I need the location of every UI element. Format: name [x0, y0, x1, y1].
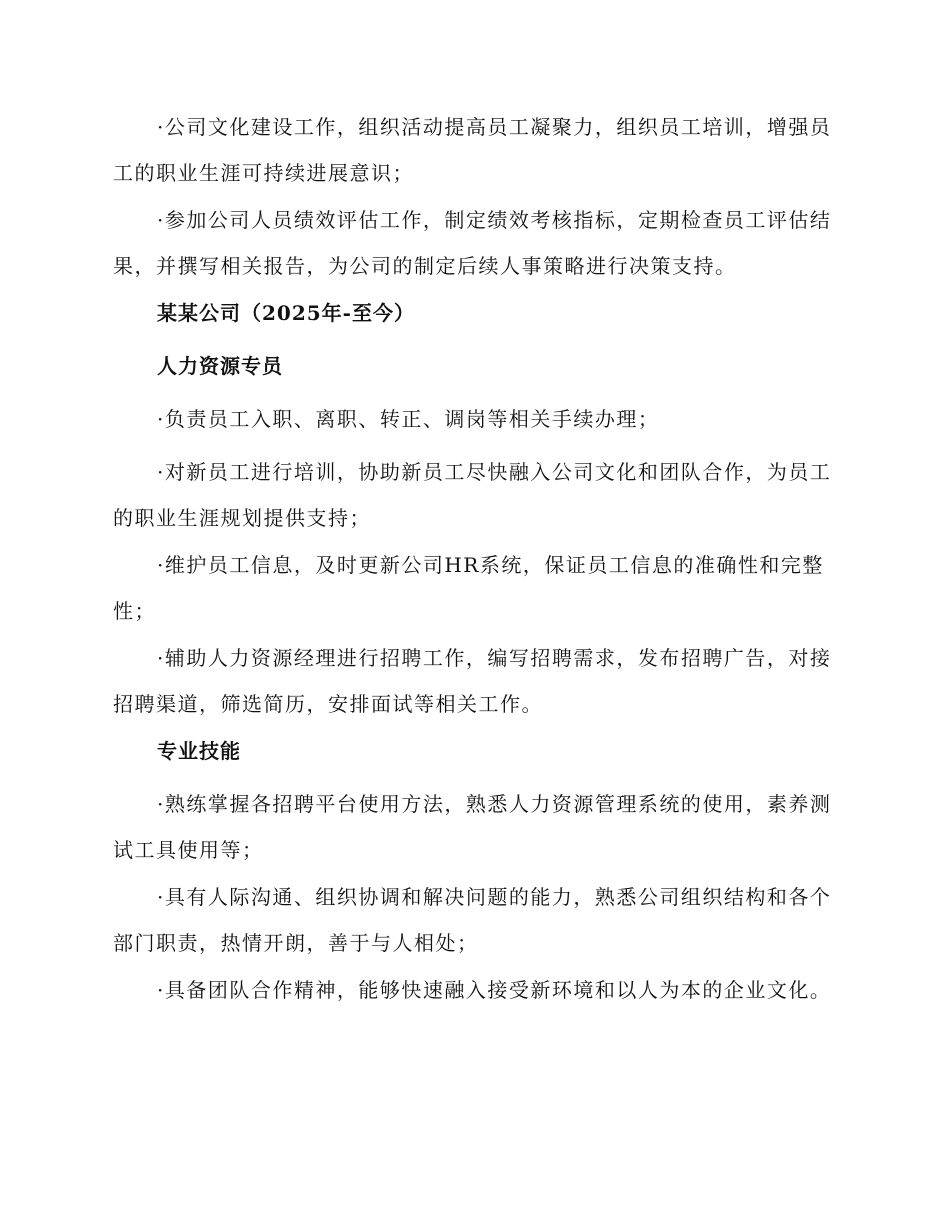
paragraph-onboarding-procedures: ·负责员工入职、离职、转正、调岗等相关手续办理； [157, 407, 660, 431]
paragraph-teamwork: ·具备团队合作精神，能够快速融入接受新环境和以人为本的企业文化。 [157, 978, 832, 1002]
paragraph-culture-building: ·公司文化建设工作，组织活动提高员工凝聚力，组织员工培训，增强员工的职业生涯可持续进展意识； [113, 115, 832, 185]
paragraph-performance-evaluation: ·参加公司人员绩效评估工作，制定绩效考核指标，定期检查员工评估结果，并撰写相关报告，为公司的制定后续人事策略进行决策支持。 [113, 208, 832, 278]
paragraph-recruitment-platforms: ·熟练掌握各招聘平台使用方法，熟悉人力资源管理系统的使用，素养测试工具使用等； [113, 792, 832, 862]
heading-company-period: 某某公司（2025年-至今） [157, 301, 415, 325]
heading-professional-skills: 专业技能 [157, 739, 241, 763]
paragraph-hr-system-maintenance: ·维护员工信息，及时更新公司HR系统，保证员工信息的准确性和完整性； [113, 553, 824, 623]
paragraph-recruitment-assist: ·辅助人力资源经理进行招聘工作，编写招聘需求，发布招聘广告，对接招聘渠道，筛选简历，安排面试等相关工作。 [113, 646, 832, 716]
paragraph-communication-skills: ·具有人际沟通、组织协调和解决问题的能力，熟悉公司组织结构和各个部门职责，热情开朗，善于与人相处； [113, 885, 832, 955]
heading-job-title: 人力资源专员 [157, 354, 283, 378]
paragraph-new-employee-training: ·对新员工进行培训，协助新员工尽快融入公司文化和团队合作，为员工的职业生涯规划提供支持； [113, 460, 832, 530]
